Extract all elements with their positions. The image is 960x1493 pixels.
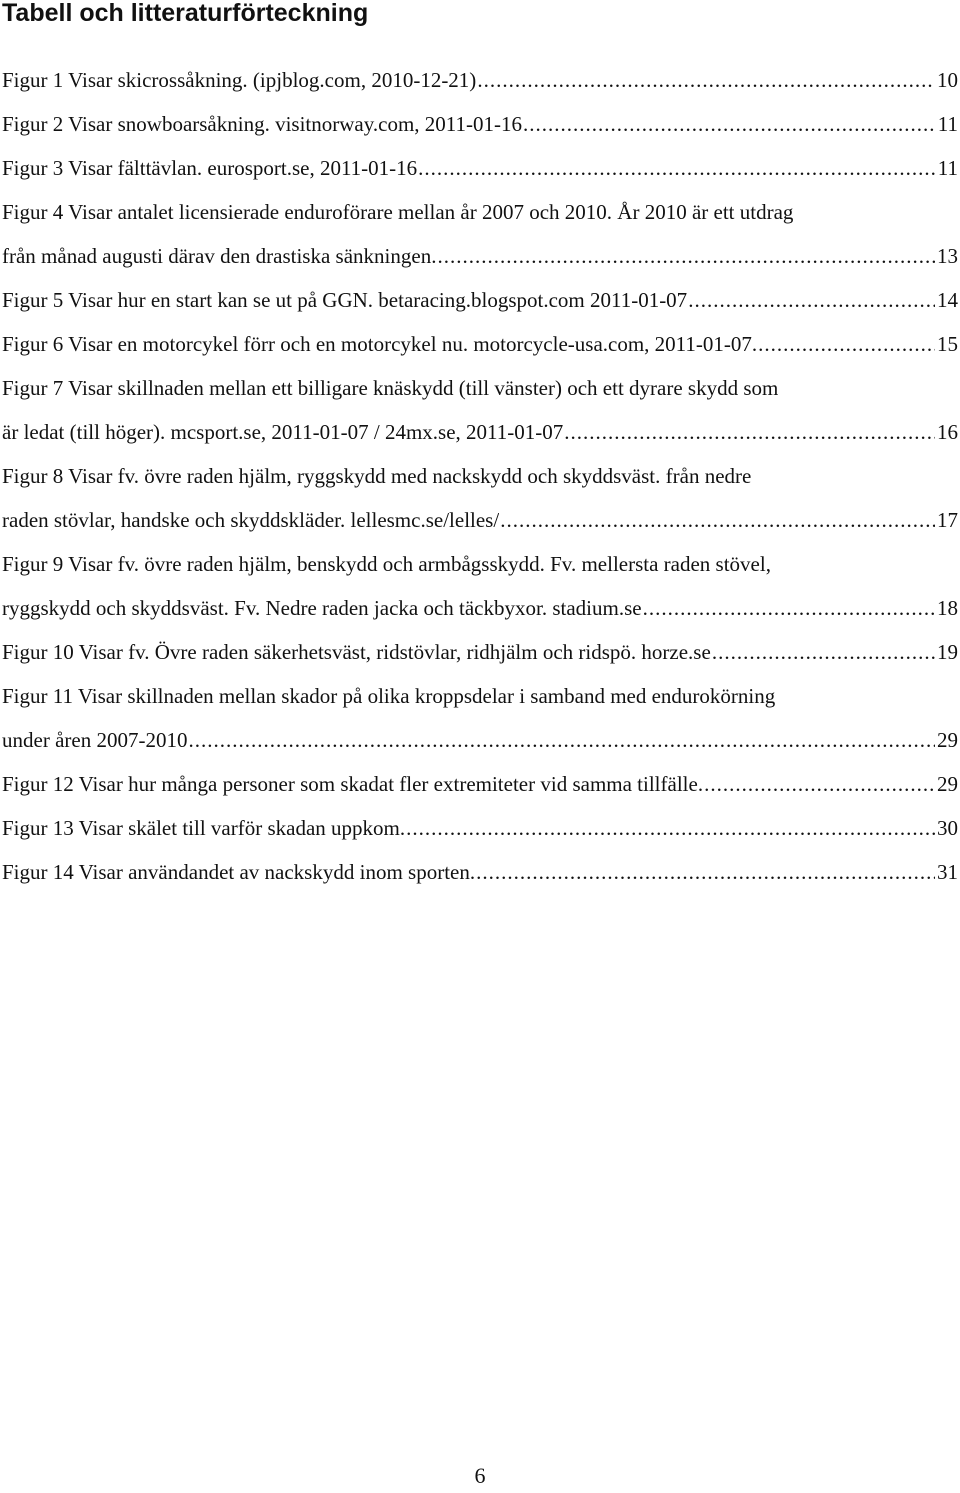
figure-page-number: 29 [937, 772, 958, 796]
dot-leader [188, 718, 935, 762]
dot-leader [476, 850, 935, 894]
figure-entry[interactable] [2, 806, 960, 850]
figure-entry[interactable] [2, 102, 960, 146]
figure-entry-line [2, 410, 960, 454]
dot-leader [704, 762, 935, 806]
page-title: Tabell och litteraturförteckning [2, 0, 369, 27]
figure-entry-line [2, 322, 960, 366]
dot-leader [643, 586, 935, 630]
figure-caption: Figur 9 Visar fv. övre raden hjälm, benskydd och armbågsskydd. Fv. mellersta raden stövel, [2, 552, 771, 576]
dot-leader [758, 322, 935, 366]
figure-caption: från månad augusti därav den drastiska sänkningen. [2, 244, 437, 268]
figure-entry-line [2, 630, 960, 674]
figure-caption: Figur 6 Visar en motorcykel förr och en motorcykel nu. motorcycle-usa.com, 2011-01-07. [2, 332, 758, 356]
figure-caption: är ledat (till höger). mcsport.se, 2011-01-07 / 24mx.se, 2011-01-07 [2, 420, 564, 444]
figure-caption: Figur 4 Visar antalet licensierade enduroförare mellan år 2007 och 2010. År 2010 är ett utdrag [2, 200, 794, 224]
figure-entry-line [2, 278, 960, 322]
figure-page-number: 13 [937, 244, 958, 268]
figure-entry[interactable] [2, 322, 960, 366]
dot-leader [406, 806, 935, 850]
figure-entry[interactable] [2, 630, 960, 674]
figure-caption: Figur 10 Visar fv. Övre raden säkerhetsväst, ridstövlar, ridhjälm och ridspö. horze.se [2, 640, 711, 664]
figure-page-number: 29 [937, 728, 958, 752]
figure-entry-line [2, 674, 960, 718]
figure-page-number: 31 [937, 860, 958, 884]
figure-caption: Figur 3 Visar fälttävlan. eurosport.se, 2011-01-16 [2, 156, 418, 180]
figure-page-number: 11 [937, 112, 958, 136]
figure-entry[interactable] [2, 278, 960, 322]
page-number: 6 [474, 1463, 486, 1488]
dot-leader [523, 102, 936, 146]
dot-leader [437, 234, 935, 278]
figure-caption: Figur 5 Visar hur en start kan se ut på GGN. betaracing.blogspot.com 2011-01-07 [2, 288, 688, 312]
figure-entry-line [2, 102, 960, 146]
figure-caption: Figur 12 Visar hur många personer som skadat fler extremiteter vid samma tillfälle. [2, 772, 704, 796]
figure-entry-line [2, 498, 960, 542]
figure-entry[interactable] [2, 454, 960, 542]
figure-caption: ryggskydd och skyddsväst. Fv. Nedre raden jacka och täckbyxor. stadium.se [2, 596, 642, 620]
dot-leader [500, 498, 935, 542]
dot-leader [418, 146, 936, 190]
figure-page-number: 15 [937, 332, 958, 356]
figure-entry[interactable] [2, 366, 960, 454]
dot-leader [477, 58, 935, 102]
figure-caption: Figur 7 Visar skillnaden mellan ett billigare knäskydd (till vänster) och ett dyrare skydd som [2, 376, 779, 400]
figure-entry[interactable] [2, 190, 960, 278]
figure-entry[interactable] [2, 674, 960, 762]
figure-caption: Figur 2 Visar snowboarsåkning. visitnorway.com, 2011-01-16 [2, 112, 522, 136]
dot-leader [564, 410, 935, 454]
figure-page-number: 14 [937, 288, 958, 312]
figure-entry-line [2, 586, 960, 630]
figure-page-number: 19 [937, 640, 958, 664]
figure-page-number: 30 [937, 816, 958, 840]
figure-caption: under åren 2007-2010 [2, 728, 188, 752]
figure-page-number: 16 [937, 420, 958, 444]
figure-entry-line [2, 58, 960, 102]
figure-entry-line [2, 850, 960, 894]
figure-entry-line [2, 806, 960, 850]
figure-page-number: 10 [937, 68, 958, 92]
figure-entry-line [2, 190, 960, 234]
figure-entry-line [2, 718, 960, 762]
figure-caption: Figur 11 Visar skillnaden mellan skador på olika kroppsdelar i samband med endurokörning [2, 684, 776, 708]
figure-caption: Figur 13 Visar skälet till varför skadan uppkom. [2, 816, 406, 840]
figure-entry-line [2, 454, 960, 498]
figure-entry[interactable] [2, 850, 960, 894]
figure-entry[interactable] [2, 762, 960, 806]
figure-entry[interactable] [2, 58, 960, 102]
figure-entry-line [2, 542, 960, 586]
figure-page-number: 17 [937, 508, 958, 532]
figure-list [2, 58, 960, 894]
figure-page-number: 11 [937, 156, 958, 180]
figure-entry[interactable] [2, 542, 960, 630]
figure-entry-line [2, 762, 960, 806]
figure-caption: raden stövlar, handske och skyddskläder. lellesmc.se/lelles/ [2, 508, 500, 532]
figure-caption: Figur 1 Visar skicrossåkning. (ipjblog.com, 2010-12-21) [2, 68, 477, 92]
dot-leader [688, 278, 935, 322]
figure-entry[interactable] [2, 146, 960, 190]
figure-entry-line [2, 146, 960, 190]
figure-entry-line [2, 366, 960, 410]
figure-caption: Figur 14 Visar användandet av nackskydd inom sporten. [2, 860, 476, 884]
figure-caption: Figur 8 Visar fv. övre raden hjälm, ryggskydd med nackskydd och skyddsväst. från nedre [2, 464, 752, 488]
figure-entry-line [2, 234, 960, 278]
figure-page-number: 18 [937, 596, 958, 620]
dot-leader [712, 630, 935, 674]
